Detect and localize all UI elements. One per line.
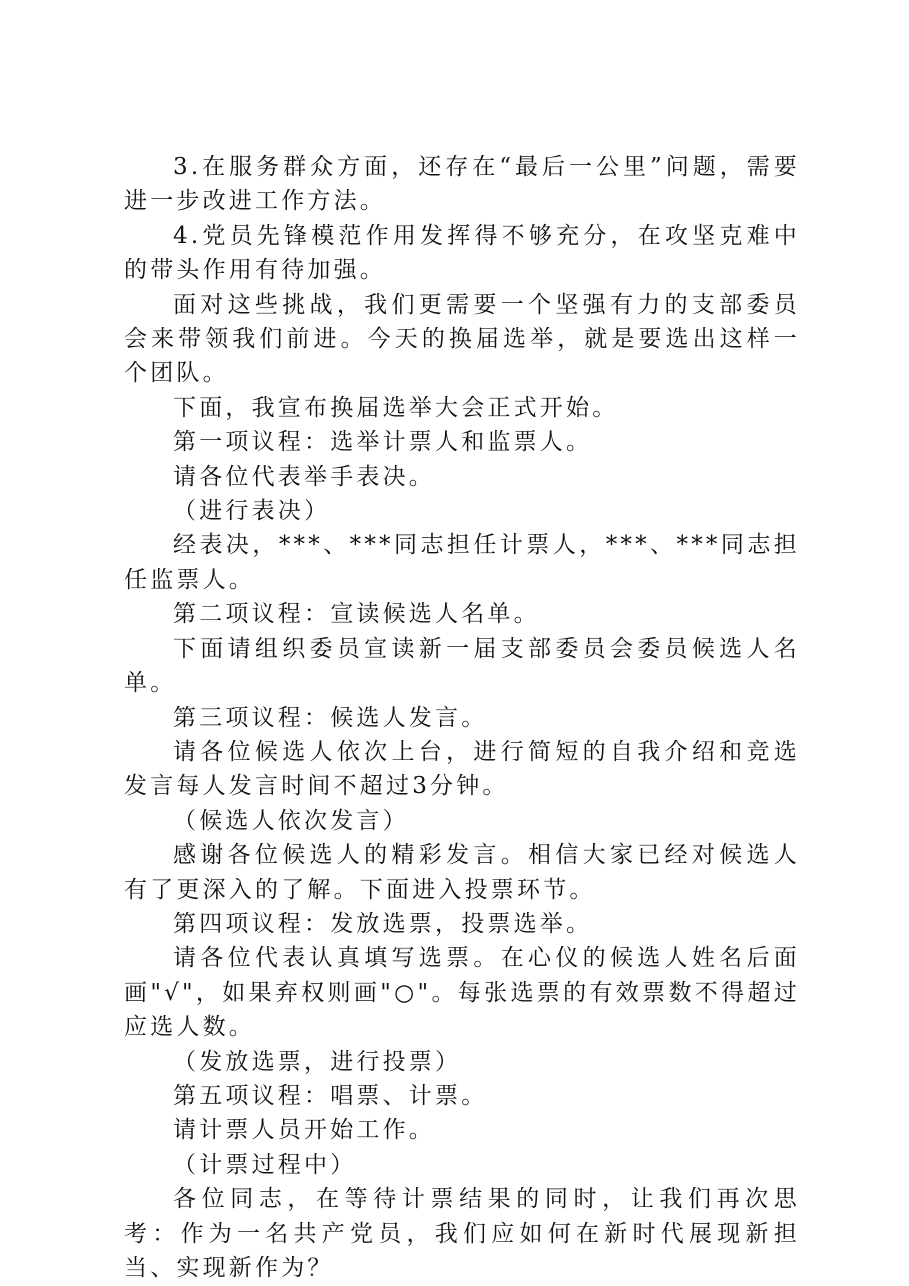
- document-body: [124, 150, 800, 1285]
- paragraph-agenda-2: 第二项议程：宣读候选人名单。: [173, 601, 540, 628]
- paragraph-reflection: 各位同志，在等待计票结果的同时，让我们再次思考：作为一名共产党员，我们应如何在新时代展现新担当、实现新作为？: [124, 1186, 800, 1281]
- paragraph-agenda-1: 第一项议程：选举计票人和监票人。: [173, 429, 593, 456]
- paragraph-thanks: 感谢各位候选人的精彩发言。相信大家已经对候选人有了更深入的了解。下面进入投票环节。: [124, 842, 800, 903]
- paragraph-speech-note: （候选人依次发言）: [173, 807, 409, 834]
- paragraph-candidate-speech: 请各位候选人依次上台，进行简短的自我介绍和竞选发言每人发言时间不超过3分钟。: [124, 738, 800, 800]
- paragraph-show-hands: 请各位代表举手表决。: [173, 463, 435, 490]
- paragraph-vote-result: 经表决，***、***同志担任计票人，***、***同志担任监票人。: [124, 532, 800, 593]
- paragraph-challenges: 面对这些挑战，我们更需要一个坚强有力的支部委员会来带领我们前进。今天的换届选举，就是要选出这样一个团队。: [124, 291, 800, 387]
- paragraph-ballot-note: （发放选票，进行投票）: [173, 1048, 462, 1075]
- paragraph-agenda-3: 第三项议程：候选人发言。: [173, 704, 488, 731]
- paragraph-candidate-list: 下面请组织委员宣读新一届支部委员会委员候选人名单。: [124, 635, 800, 697]
- paragraph-counting-note: （计票过程中）: [173, 1151, 357, 1178]
- paragraph-party-role: 4.党员先锋模范作用发挥得不够充分，在攻坚克难中的带头作用有待加强。: [124, 222, 800, 284]
- paragraph-agenda-5: 第五项议程：唱票、计票。: [173, 1082, 488, 1109]
- paragraph-voting-note: （进行表决）: [173, 498, 331, 525]
- paragraph-ballot-instructions: 请各位代表认真填写选票。在心仪的候选人姓名后面画"√"，如果弃权则画"○"。每张选票的有效票数不得超过应选人数。: [124, 945, 800, 1041]
- paragraph-service-issue: 3.在服务群众方面，还存在“最后一公里”问题，需要进一步改进工作方法。: [124, 154, 800, 215]
- paragraph-agenda-4: 第四项议程：发放选票，投票选举。: [173, 910, 593, 937]
- paragraph-counting-start: 请计票人员开始工作。: [173, 1117, 435, 1144]
- paragraph-opening: 下面，我宣布换届选举大会正式开始。: [173, 394, 619, 421]
